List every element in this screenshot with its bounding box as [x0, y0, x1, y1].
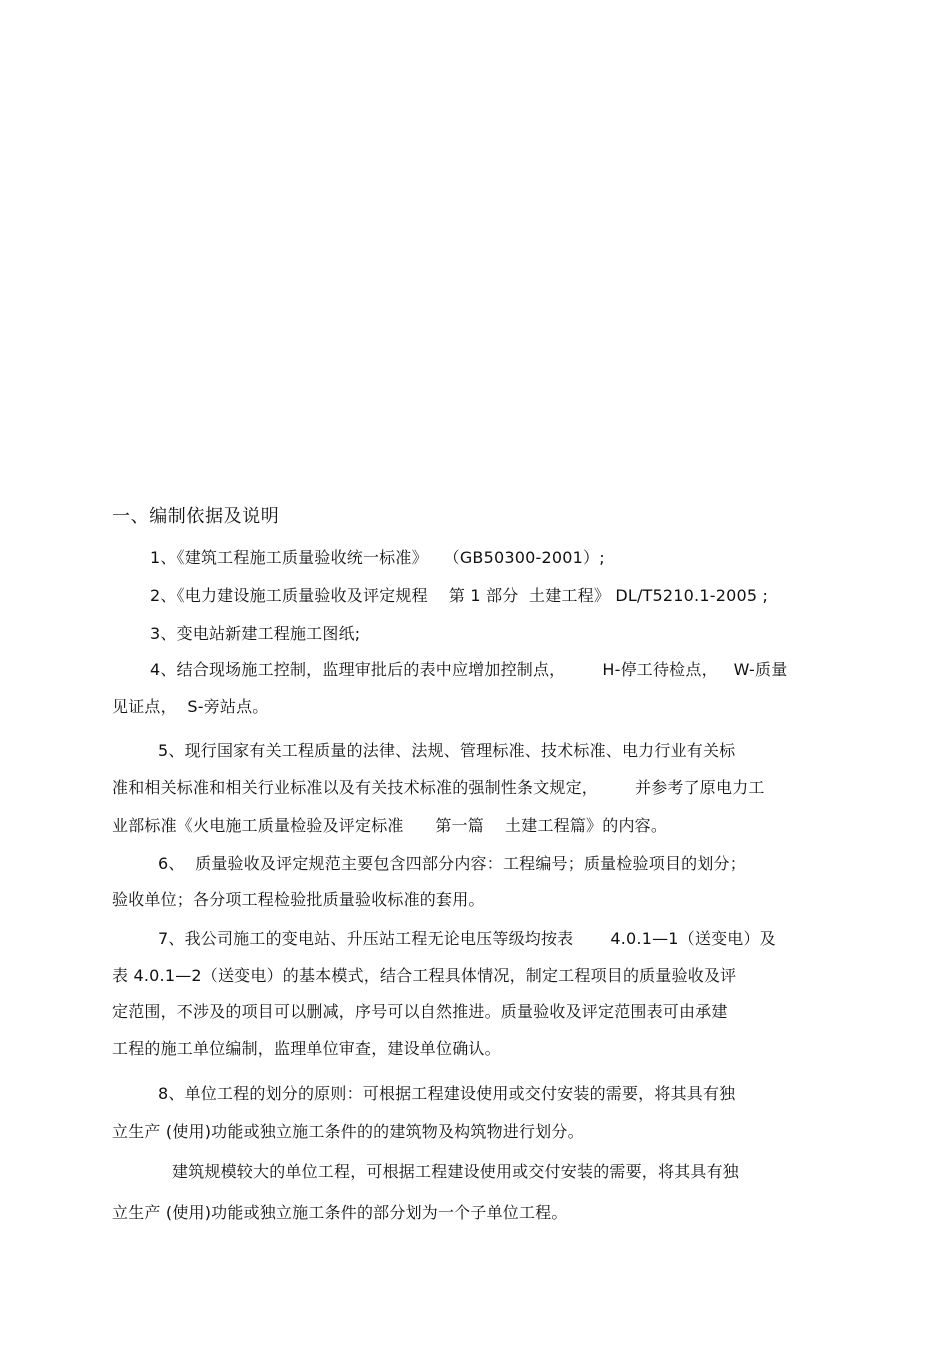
paragraph-line: 立生产 (使用)功能或独立施工条件的的建筑物及构筑物进行划分。 — [112, 1122, 584, 1141]
paragraph-line: 工程的施工单位编制，监理单位审查，建设单位确认。 — [112, 1039, 501, 1058]
paragraph-line: 定范围，不涉及的项目可以删减，序号可以自然推进。质量验收及评定范围表可由承建 — [112, 1002, 728, 1021]
paragraph-line: 建筑规模较大的单位工程，可根据工程建设使用或交付安装的需要，将其具有独 — [172, 1162, 740, 1181]
paragraph-line: 3、变电站新建工程施工图纸; — [150, 624, 361, 643]
paragraph-line: 1、《建筑工程施工质量验收统一标准》 （GB50300-2001）; — [150, 548, 605, 567]
paragraph-line: 见证点， S-旁站点。 — [112, 697, 269, 716]
section-heading: 一、编制依据及说明 — [112, 506, 280, 527]
paragraph-line: 6、 质量验收及评定规范主要包含四部分内容：工程编号；质量检验项目的划分； — [158, 854, 746, 873]
paragraph-line: 验收单位；各分项工程检验批质量验收标准的套用。 — [112, 890, 485, 909]
paragraph-line: 立生产 (使用)功能或独立施工条件的部分划为一个子单位工程。 — [112, 1203, 568, 1222]
paragraph-line: 表 4.0.1—2（送变电）的基本模式，结合工程具体情况，制定工程项目的质量验收及评 — [112, 966, 737, 985]
paragraph-line: 7、我公司施工的变电站、升压站工程无论电压等级均按表 4.0.1—1（送变电）及 — [158, 929, 776, 948]
paragraph-line: 业部标准《火电施工质量检验及评定标准 第一篇 土建工程篇》的内容。 — [112, 816, 668, 835]
paragraph-line: 8、单位工程的划分的原则：可根据工程建设使用或交付安装的需要，将其具有独 — [158, 1084, 736, 1103]
paragraph-line: 2、《电力建设施工质量验收及评定规程 第 1 部分 土建工程》 DL/T5210.1-2005 ; — [150, 586, 769, 605]
paragraph-line: 4、结合现场施工控制，监理审批后的表中应增加控制点， H-停工待检点， W-质量 — [150, 660, 788, 679]
paragraph-line: 5、现行国家有关工程质量的法律、法规、管理标准、技术标准、电力行业有关标 — [158, 741, 736, 760]
paragraph-line: 准和相关标准和相关行业标准以及有关技术标准的强制性条文规定， 并参考了原电力工 — [112, 778, 765, 797]
